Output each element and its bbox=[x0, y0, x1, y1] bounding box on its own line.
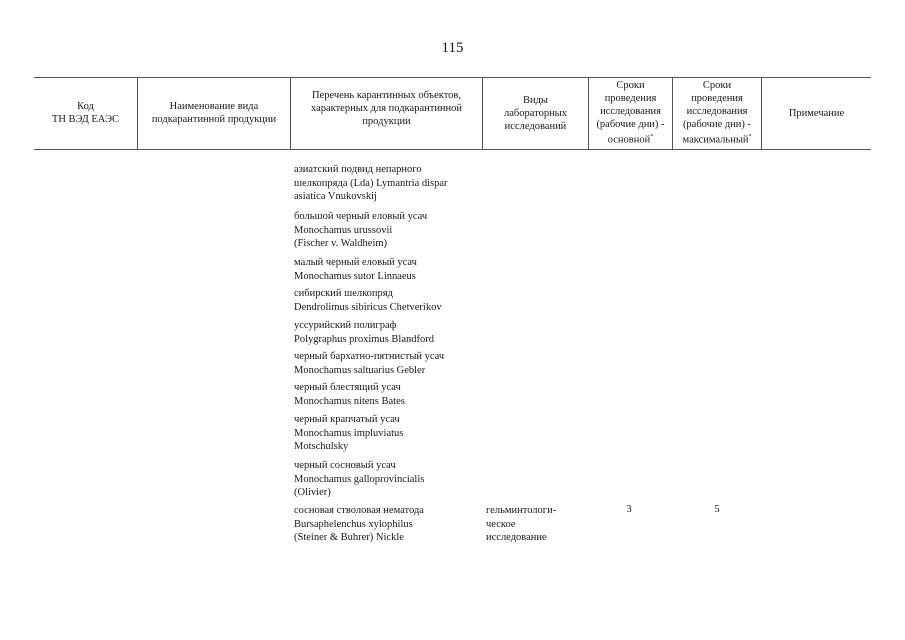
quarantine-object: черный крапчатый усач Monochamus impluviatus Motschulsky bbox=[294, 414, 404, 452]
header-note bbox=[762, 77, 871, 149]
quarantine-object: большой черный еловый усач Monochamus urussovii (Fischer v. Waldheim) bbox=[294, 211, 428, 249]
footnote-mark: * bbox=[650, 134, 654, 141]
header-days-main bbox=[589, 77, 672, 149]
header-quarantine-objects-label: Перечень карантинных объектов, характерных для подкарантинной продукции bbox=[310, 90, 463, 127]
header-research-types-label: Виды лабораторных исследований bbox=[503, 94, 567, 132]
footnote-mark: * bbox=[748, 134, 752, 141]
quarantine-object: черный бархатно-пятнистый усач Monochamus saltuarius Gebler bbox=[294, 351, 445, 376]
header-days-max bbox=[673, 77, 761, 149]
header-days-max-label: Сроки проведения исследования (рабочие дни) - максимальный bbox=[682, 80, 752, 146]
header-code-label: Код ТН ВЭД ЕАЭС bbox=[51, 101, 120, 125]
page-number: 115 bbox=[441, 40, 464, 56]
quarantine-object: черный сосновый усач Monochamus galloprovincialis (Olivier) bbox=[294, 460, 425, 498]
quarantine-object: черный блестящий усач Monochamus nitens Bates bbox=[294, 382, 405, 407]
header-days-main-label: Сроки проведения исследования (рабочие дни) - основной bbox=[596, 80, 665, 146]
header-research-types bbox=[483, 77, 588, 149]
quarantine-object: малый черный еловый усач Monochamus sutor Linnaeus bbox=[294, 257, 417, 282]
header-note-label: Примечание bbox=[788, 107, 845, 119]
header-code bbox=[34, 77, 137, 149]
quarantine-object: сибирский шелкопряд Dendrolimus sibiricus Chetverikov bbox=[294, 288, 442, 313]
header-product-name bbox=[138, 77, 290, 149]
quarantine-object: уссурийский полиграф Polygraphus proximus Blandford bbox=[294, 320, 434, 345]
quarantine-object: сосновая стволовая нематода Bursaphelenchus xylophilus (Steiner & Buhrer) Nickle bbox=[294, 505, 424, 543]
days-max-value: 5 bbox=[714, 504, 720, 515]
header-product-name-label: Наименование вида подкарантинной продукции bbox=[151, 101, 277, 125]
research-type: гельминтологи- ческое исследование bbox=[486, 505, 557, 543]
header-quarantine-objects bbox=[291, 77, 482, 149]
table-header-bottom-border bbox=[34, 149, 871, 150]
quarantine-object: азиатский подвид непарного шелкопряда (Lda) Lymantria dispar asiatica Vnukovskij bbox=[294, 164, 448, 202]
days-main-value: 3 bbox=[626, 504, 632, 515]
